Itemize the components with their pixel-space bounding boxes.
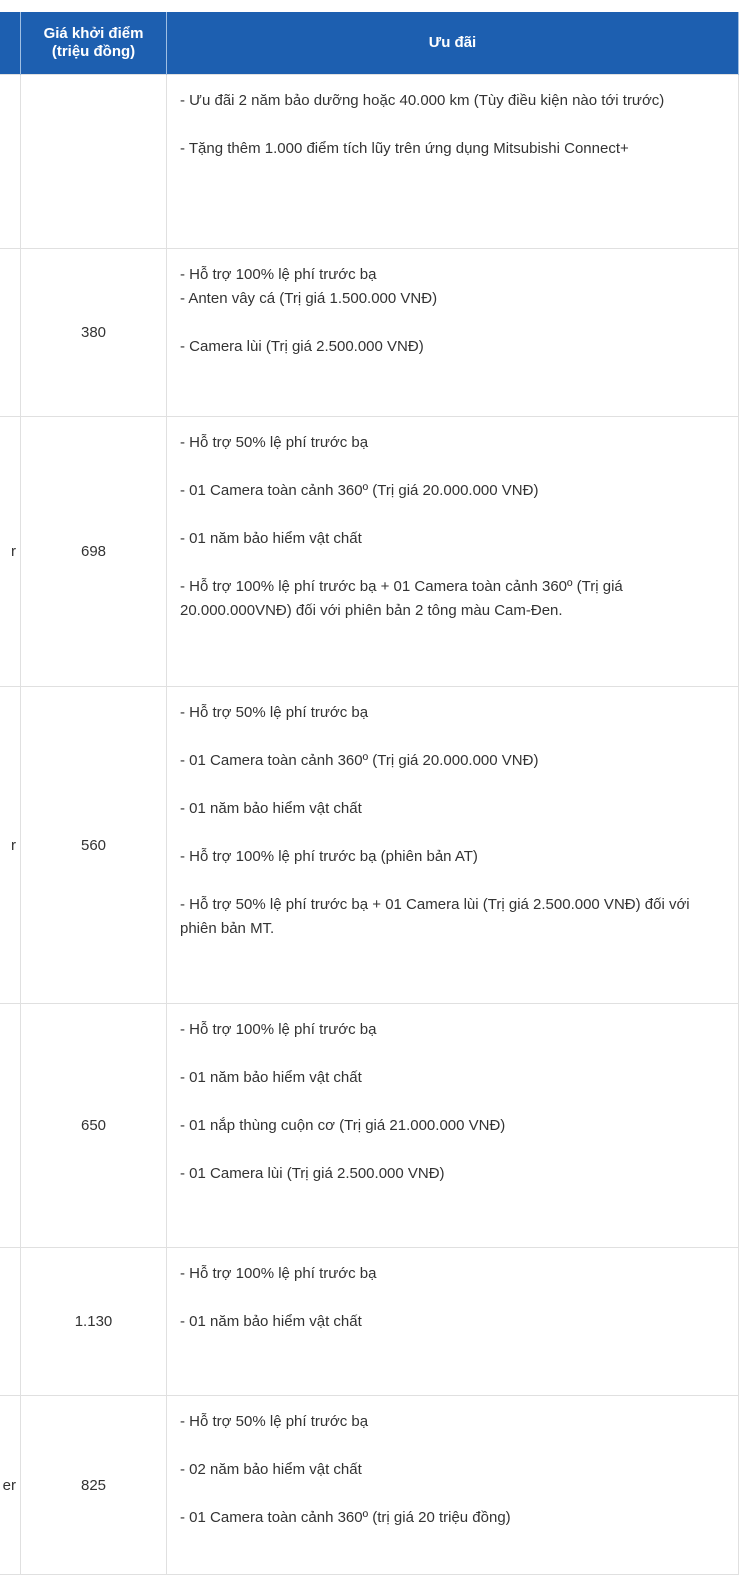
offer-item: - Hỗ trợ 100% lệ phí trước bạ <box>180 266 377 283</box>
offer-cell <box>167 249 739 417</box>
offer-item: - 01 năm bảo hiểm vật chất <box>180 530 362 547</box>
table-row <box>0 417 739 687</box>
offer-item: - Anten vây cá (Trị giá 1.500.000 VNĐ) <box>180 290 438 307</box>
model-cell <box>0 1248 21 1396</box>
table-row <box>0 75 739 249</box>
price-cell: 380 <box>21 249 167 417</box>
offer-cell <box>167 1396 739 1575</box>
model-cell: er <box>0 1396 21 1575</box>
price-cell: 560 <box>21 687 167 1004</box>
offer-item: - 01 Camera toàn cảnh 360º (Trị giá 20.000.000 VNĐ) <box>180 752 539 769</box>
offer-item: - Camera lùi (Trị giá 2.500.000 VNĐ) <box>180 338 424 355</box>
header-offer: Ưu đãi <box>167 12 739 75</box>
offer-item: - Hỗ trợ 50% lệ phí trước bạ <box>180 704 369 721</box>
offer-item: - 02 năm bảo hiểm vật chất <box>180 1461 362 1478</box>
table-header-row <box>0 12 739 75</box>
model-cell: r <box>0 417 21 687</box>
offer-item: - Tặng thêm 1.000 điểm tích lũy trên ứng dụng Mitsubishi Connect+ <box>180 140 629 157</box>
promotion-table <box>0 12 739 1575</box>
offer-item: - 01 nắp thùng cuộn cơ (Trị giá 21.000.000 VNĐ) <box>180 1117 506 1134</box>
offer-item: - 01 Camera lùi (Trị giá 2.500.000 VNĐ) <box>180 1165 445 1182</box>
offer-item: - Hỗ trợ 100% lệ phí trước bạ <box>180 1265 377 1282</box>
price-cell <box>21 75 167 249</box>
offer-item: - Hỗ trợ 100% lệ phí trước bạ (phiên bản AT) <box>180 848 478 865</box>
offer-item: - 01 năm bảo hiểm vật chất <box>180 1313 362 1330</box>
offer-item: - 01 năm bảo hiểm vật chất <box>180 800 362 817</box>
offer-item: - 01 năm bảo hiểm vật chất <box>180 1069 362 1086</box>
header-model <box>0 12 21 75</box>
table-row <box>0 1396 739 1575</box>
table-row <box>0 249 739 417</box>
header-price: Giá khởi điểm (triệu đồng) <box>21 12 167 75</box>
table-row <box>0 1004 739 1248</box>
offer-cell <box>167 1004 739 1248</box>
offer-cell <box>167 687 739 1004</box>
offer-item: - Hỗ trợ 50% lệ phí trước bạ <box>180 434 369 451</box>
offer-cell <box>167 1248 739 1396</box>
model-cell: r <box>0 687 21 1004</box>
offer-item: - Hỗ trợ 50% lệ phí trước bạ + 01 Camera lùi (Trị giá 2.500.000 VNĐ) đối với phiên bản MT. <box>180 896 690 937</box>
table-row <box>0 1248 739 1396</box>
price-cell: 698 <box>21 417 167 687</box>
offer-item: - Hỗ trợ 100% lệ phí trước bạ <box>180 1021 377 1038</box>
offer-cell <box>167 75 739 249</box>
offer-item: - 01 Camera toàn cảnh 360º (trị giá 20 triệu đồng) <box>180 1509 511 1526</box>
offer-item: - Hỗ trợ 100% lệ phí trước bạ + 01 Camera toàn cảnh 360º (Trị giá 20.000.000VNĐ) đối với phiên bản 2 tông màu Cam-Đen. <box>180 578 623 619</box>
offer-cell <box>167 417 739 687</box>
model-cell <box>0 1004 21 1248</box>
price-cell: 1.130 <box>21 1248 167 1396</box>
offer-item: - Ưu đãi 2 năm bảo dưỡng hoặc 40.000 km (Tùy điều kiện nào tới trước) <box>180 92 665 109</box>
model-cell <box>0 75 21 249</box>
price-cell: 650 <box>21 1004 167 1248</box>
table-row <box>0 687 739 1004</box>
offer-item: - Hỗ trợ 50% lệ phí trước bạ <box>180 1413 369 1430</box>
model-cell <box>0 249 21 417</box>
offer-item: - 01 Camera toàn cảnh 360º (Trị giá 20.000.000 VNĐ) <box>180 482 539 499</box>
price-cell: 825 <box>21 1396 167 1575</box>
